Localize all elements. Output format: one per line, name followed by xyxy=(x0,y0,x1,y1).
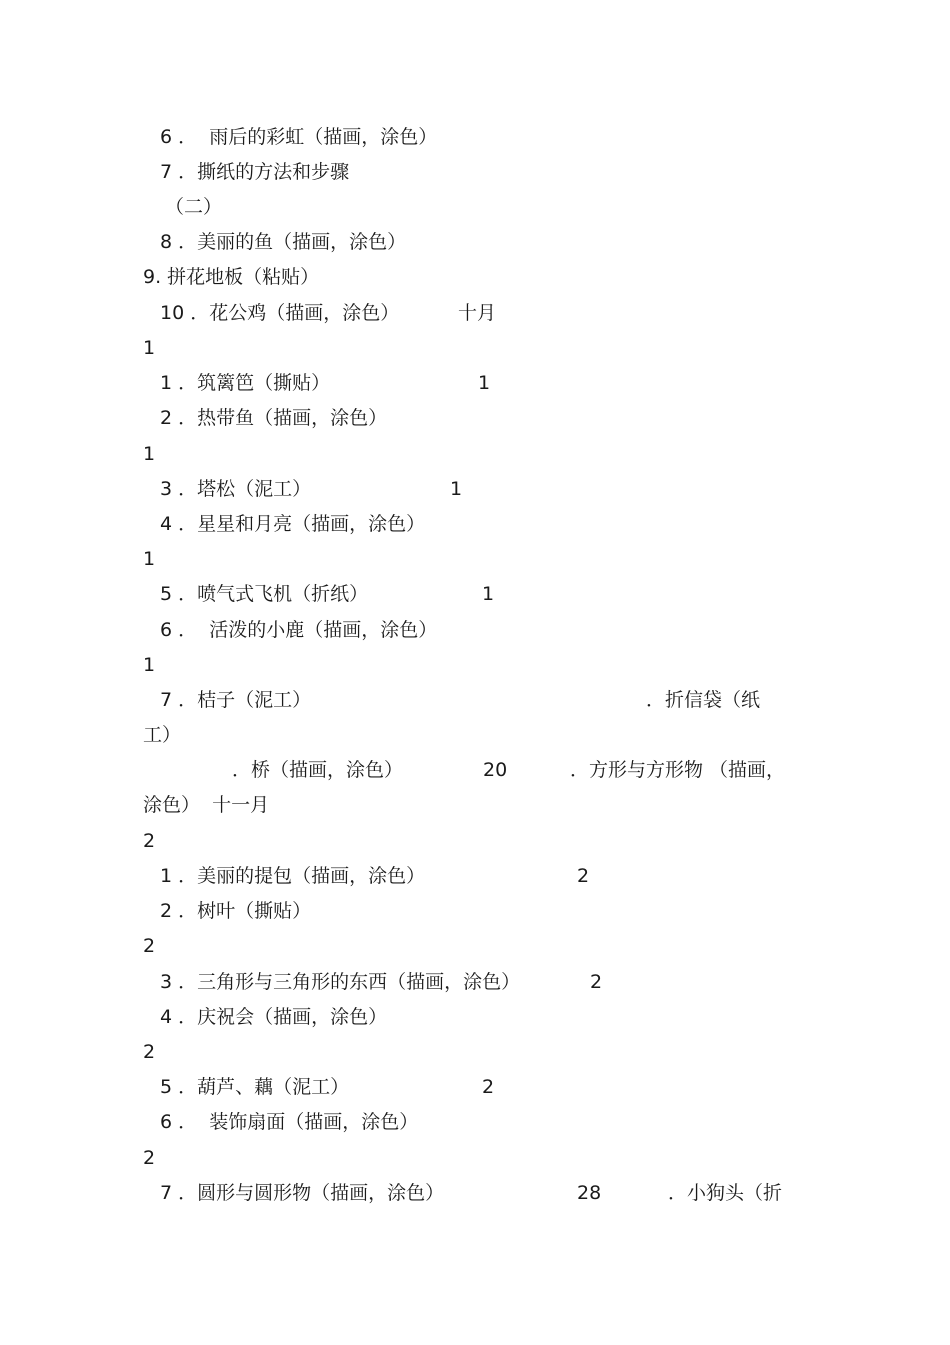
line-text: 2 ．树叶（撕贴） xyxy=(160,900,312,922)
line-text: 9. 拼花地板（粘贴） xyxy=(143,266,320,288)
line-text: 3 ．三角形与三角形的东西（描画，涂色） xyxy=(160,971,521,993)
page-number: 1 xyxy=(482,583,495,605)
line-text: 1 ．美丽的提包（描画，涂色） xyxy=(160,865,426,887)
line-text: ．折信袋（纸 xyxy=(646,689,761,711)
line-text: 6 ． 雨后的彩虹（描画，涂色） xyxy=(160,126,438,148)
line-text: 7 ．圆形与圆形物（描画，涂色） xyxy=(160,1182,445,1204)
page-number: 2 xyxy=(577,865,590,887)
page-number: 28 xyxy=(577,1182,602,1204)
page-number: 1 xyxy=(478,372,491,394)
line-text: 8 ．美丽的鱼（描画，涂色） xyxy=(160,231,407,253)
line-text: 7 ．桔子（泥工） xyxy=(160,689,312,711)
line-text: 工） xyxy=(143,724,182,746)
line-text: 涂色） 十一月 xyxy=(143,794,270,816)
page-number: 2 xyxy=(482,1076,495,1098)
line-text: 6 ． 装饰扇面（描画，涂色） xyxy=(160,1111,419,1133)
line-text: ．方形与方形物 （描画， xyxy=(570,759,786,781)
line-text: 4 ．星星和月亮（描画，涂色） xyxy=(160,513,426,535)
page-number: 2 xyxy=(143,1041,156,1063)
line-text: 4 ．庆祝会（描画，涂色） xyxy=(160,1006,388,1028)
page-number: 1 xyxy=(450,478,463,500)
line-text: 1 ．筑篱笆（撕贴） xyxy=(160,372,331,394)
line-text: 3 ．塔松（泥工） xyxy=(160,478,312,500)
section-heading: （二） xyxy=(165,196,223,218)
line-text: 2 ．热带鱼（描画，涂色） xyxy=(160,407,388,429)
month-label: 十月 xyxy=(458,302,497,324)
page-number: 20 xyxy=(483,759,508,781)
page-number: 2 xyxy=(590,971,603,993)
line-text: ．小狗头（折 xyxy=(668,1182,783,1204)
line-text: 5 ．喷气式飞机（折纸） xyxy=(160,583,369,605)
line-text: ．桥（描画，涂色） xyxy=(232,759,404,781)
page-number: 1 xyxy=(143,443,156,465)
line-text: 7 ．撕纸的方法和步骤 xyxy=(160,161,350,183)
text-line xyxy=(0,1181,783,1301)
line-text: 5 ．葫芦、藕（泥工） xyxy=(160,1076,350,1098)
line-text: 10 ．花公鸡（描画，涂色） xyxy=(160,302,400,324)
page-number: 2 xyxy=(143,830,156,852)
page-number: 2 xyxy=(143,1147,156,1169)
page-number: 1 xyxy=(143,654,156,676)
page-number: 1 xyxy=(143,548,156,570)
page-number: 2 xyxy=(143,935,156,957)
page-number: 1 xyxy=(143,337,156,359)
line-text: 6 ． 活泼的小鹿（描画，涂色） xyxy=(160,619,438,641)
